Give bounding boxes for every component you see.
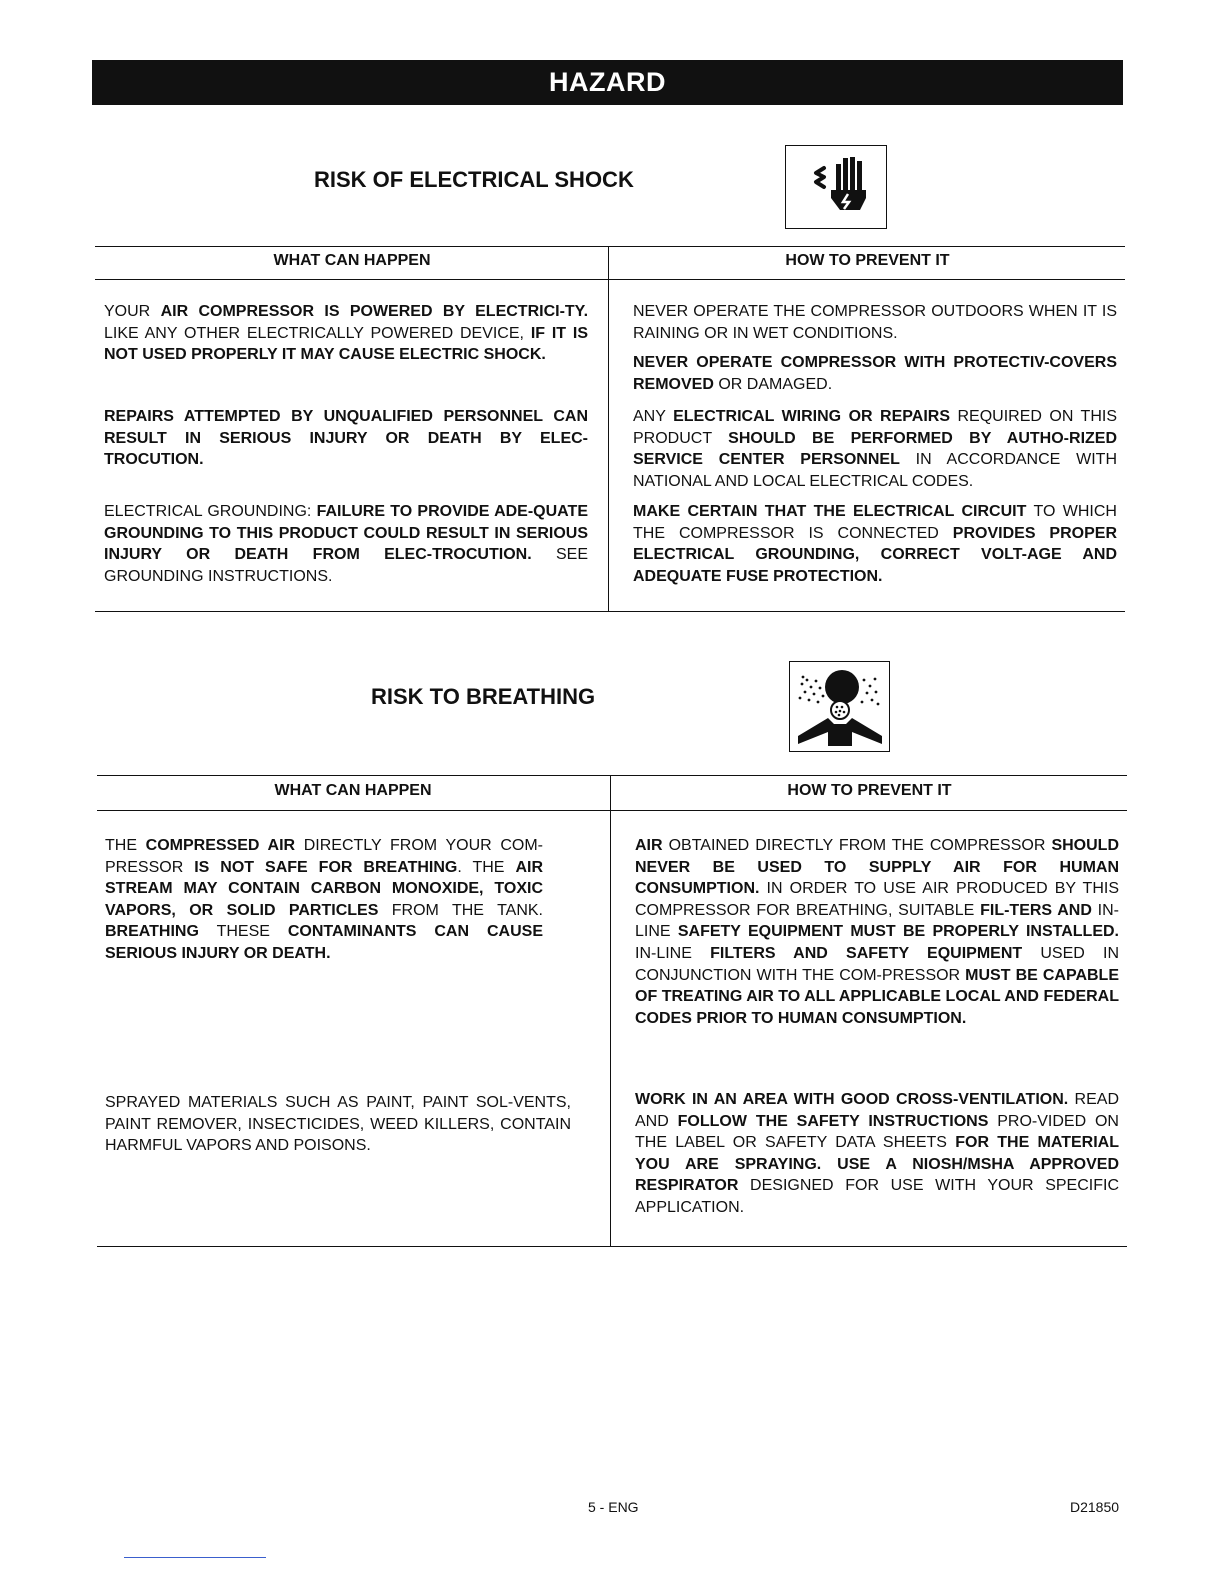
table-header-rule	[97, 810, 1127, 811]
prevention-paragraph: WORK IN AN AREA WITH GOOD CROSS-VENTILATION. READ AND FOLLOW THE SAFETY INSTRUCTIONS PRO-VIDED ON THE LABEL OR SAFETY DATA SHEETS FOR THE MATERIAL YOU ARE SPRAYING. USE A NIOSH/MSHA APPROVED RESPIRATOR DESIGNED FOR USE WITH YOUR SPECIFIC APPLICATION.	[635, 1091, 1120, 1216]
table-top-rule	[97, 775, 1127, 776]
section-title-breathing: RISK TO BREATHING	[371, 684, 596, 709]
prevention-paragraph: MAKE CERTAIN THAT THE ELECTRICAL CIRCUIT TO WHICH THE COMPRESSOR IS CONNECTED PROVIDES PROPER ELECTRICAL GROUNDING, CORRECT VOLT-AGE AND ADEQUATE FUSE PROTECTION.	[633, 503, 1117, 585]
column-divider	[610, 775, 611, 1247]
column-header-how-to-prevent: HOW TO PREVENT IT	[787, 782, 952, 799]
hazard-paragraph: REPAIRS ATTEMPTED BY UNQUALIFIED PERSONNEL CAN RESULT IN SERIOUS INJURY OR DEATH BY ELEC-TROCUTION.	[104, 408, 588, 469]
hazard-paragraph: SPRAYED MATERIALS SUCH AS PAINT, PAINT SOL-VENTS, PAINT REMOVER, INSECTICIDES, WEED KILLERS, CONTAIN HARMFUL VAPORS AND POISONS.	[105, 1094, 571, 1155]
page-number: 5 - ENG	[588, 1499, 639, 1515]
column-divider	[608, 246, 609, 612]
prevention-paragraph: ANY ELECTRICAL WIRING OR REPAIRS REQUIRED ON THIS PRODUCT SHOULD BE PERFORMED BY AUTHO-RIZED SERVICE CENTER PERSONNEL IN ACCORDANCE WITH NATIONAL AND LOCAL ELECTRICAL CODES.	[633, 408, 1118, 490]
table-top-rule	[95, 246, 1125, 247]
hazard-banner: HAZARD	[92, 60, 1123, 105]
column-header-what-can-happen: WHAT CAN HAPPEN	[273, 252, 431, 269]
prevention-paragraph: NEVER OPERATE COMPRESSOR WITH PROTECTIV-COVERS REMOVED OR DAMAGED.	[633, 354, 1117, 393]
prevention-paragraph: NEVER OPERATE THE COMPRESSOR OUTDOORS WHEN IT IS RAINING OR IN WET CONDITIONS.	[633, 303, 1117, 342]
table-bottom-rule	[95, 611, 1125, 612]
hazard-paragraph: THE COMPRESSED AIR DIRECTLY FROM YOUR COM-PRESSOR IS NOT SAFE FOR BREATHING. THE AIR STREAM MAY CONTAIN CARBON MONOXIDE, TOXIC VAPORS, OR SOLID PARTICLES FROM THE TANK. BREATHING THESE CONTAMINANTS CAN CAUSE SERIOUS INJURY OR DEATH.	[105, 837, 544, 962]
table-header-rule	[95, 279, 1125, 280]
document-id: D21850	[1070, 1499, 1120, 1515]
prevention-paragraph: AIR OBTAINED DIRECTLY FROM THE COMPRESSOR SHOULD NEVER BE USED TO SUPPLY AIR FOR HUMAN CONSUMPTION. IN ORDER TO USE AIR PRODUCED BY THIS COMPRESSOR FOR BREATHING, SUITABLE FIL-TERS AND IN-LINE SAFETY EQUIPMENT MUST BE PROPERLY INSTALLED. IN-LINE FILTERS AND SAFETY EQUIPMENT USED IN CONJUNCTION WITH THE COM-PRESSOR MUST BE CAPABLE OF TREATING AIR TO ALL APPLICABLE LOCAL AND FEDERAL CODES PRIOR TO HUMAN CONSUMPTION.	[635, 837, 1120, 1027]
column-header-how-to-prevent: HOW TO PREVENT IT	[785, 252, 950, 269]
section-title-electrical-shock: RISK OF ELECTRICAL SHOCK	[314, 167, 634, 192]
breathing-hazard-icon	[789, 661, 890, 752]
table-bottom-rule	[97, 1246, 1127, 1247]
column-header-what-can-happen: WHAT CAN HAPPEN	[274, 782, 432, 799]
decorative-underline	[124, 1557, 266, 1558]
hazard-paragraph: ELECTRICAL GROUNDING: FAILURE TO PROVIDE ADE-QUATE GROUNDING TO THIS PRODUCT COULD RESULT IN SERIOUS INJURY OR DEATH FROM ELEC-TROCUTION. SEE GROUNDING INSTRUCTIONS.	[104, 503, 588, 585]
electrical-shock-hand-icon	[785, 145, 887, 229]
hazard-paragraph: YOUR AIR COMPRESSOR IS POWERED BY ELECTRICI-TY. LIKE ANY OTHER ELECTRICALLY POWERED DEVICE, IF IT IS NOT USED PROPERLY IT MAY CAUSE ELECTRIC SHOCK.	[104, 303, 589, 364]
